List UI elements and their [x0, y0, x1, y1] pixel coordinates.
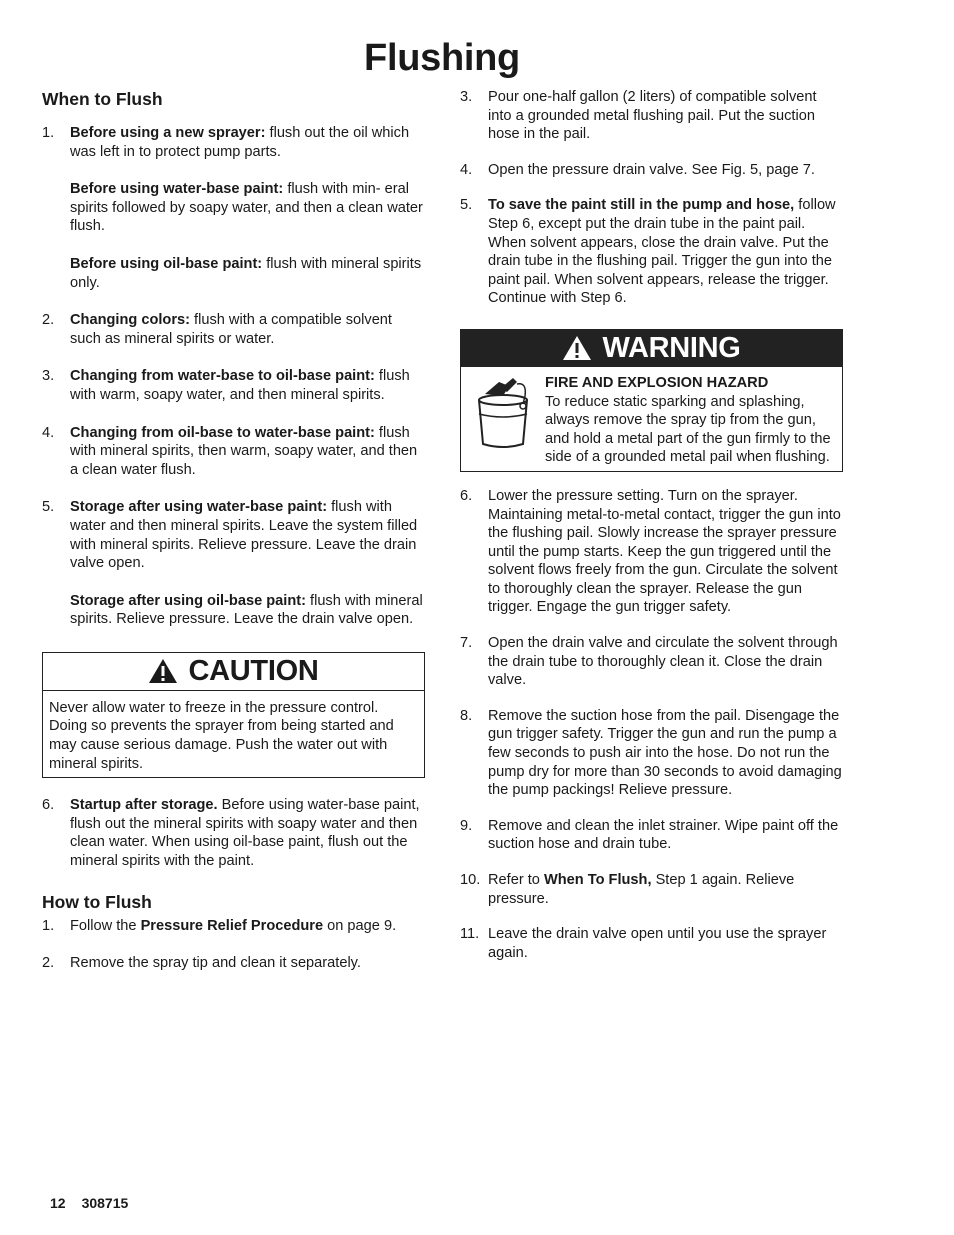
item-paragraph: Follow the Pressure Relief Procedure on page 9.	[70, 917, 397, 934]
item-paragraph: Changing colors: flush with a compatible solvent such as mineral spirits or water.	[70, 312, 392, 347]
item-paragraph: Remove and clean the inlet strainer. Wipe paint off the suction hose and drain tube.	[488, 817, 839, 853]
item-number: 4.	[42, 424, 55, 441]
how-step-10	[460, 871, 843, 908]
item-paragraph: Startup after storage. Before using water-base paint, flush out the mineral spirits with soapy water and then clean water. When using oil-base paint, flush out the mineral spirits with the paint.	[70, 797, 420, 870]
item-paragraph: Pour one-half gallon (2 liters) of compatible solvent into a grounded metal flushing pail. Put the suction hose in the pail.	[488, 89, 817, 143]
item-number: 9.	[460, 817, 473, 834]
left-column	[42, 88, 425, 973]
warning-title: WARNING	[602, 332, 741, 365]
when-item-3	[42, 367, 425, 404]
item-number: 11.	[460, 926, 480, 943]
item-number: 1.	[42, 125, 55, 141]
how-step-7	[460, 634, 843, 690]
item-paragraph: Open the pressure drain valve. See Fig. 5, page 7.	[488, 161, 815, 178]
how-step-2	[42, 954, 425, 973]
item-paragraph: Before using oil-base paint: flush with mineral spirits only.	[70, 255, 422, 291]
when-item-1	[42, 124, 425, 292]
caution-text: Never allow water to freeze in the pressure control. Doing so prevents the sprayer from being started and may cause serious damage. Push the water out with mineral spirits.	[49, 699, 394, 772]
how-step-4	[460, 161, 843, 180]
warning-text: To reduce static sparking and splashing, always remove the spray tip from the gun, and hold a metal part of the gun firmly to the side of a grounded metal pail when flushing.	[545, 393, 831, 466]
when-item-4	[42, 424, 425, 480]
item-paragraph: Storage after using water-base paint: flush with water and then mineral spirits. Leave the system filled with mineral spirits. Relieve pressure. Leave the drain valve open.	[70, 499, 418, 572]
item-paragraph: Before using a new sprayer: flush out the oil which was left in to protect pump parts.	[70, 125, 410, 160]
when-to-flush-heading: When to Flush	[42, 89, 163, 109]
item-number: 5.	[460, 197, 473, 214]
item-number: 1.	[42, 917, 55, 934]
right-column	[460, 88, 843, 962]
how-step-1	[42, 917, 425, 936]
item-paragraph: Leave the drain valve open until you use the sprayer again.	[488, 926, 827, 961]
item-number: 5.	[42, 499, 55, 516]
item-paragraph: Changing from oil-base to water-base paint: flush with mineral spirits, then warm, soapy water, and then a clean water flush.	[70, 424, 418, 478]
when-item-2	[42, 311, 425, 348]
item-number: 2.	[42, 955, 55, 972]
warning-header	[461, 330, 842, 367]
when-item-6	[42, 796, 425, 870]
how-step-8	[460, 707, 843, 800]
item-number: 3.	[42, 368, 55, 385]
item-paragraph: To save the paint still in the pump and hose, follow Step 6, except put the drain tube in the paint pail. When solvent appears, close the drain valve. Put the drain tube in the flushing pail. Trigger the gun into the paint pail. When solvent appears, release the trigger. Continue with Step 6.	[488, 197, 836, 307]
caution-title: CAUTION	[188, 655, 319, 688]
how-to-flush-heading: How to Flush	[42, 891, 152, 912]
page-number: 12	[50, 1195, 66, 1211]
spray-gun-pail-icon	[473, 374, 533, 452]
warning-triangle-icon	[148, 658, 178, 684]
how-step-11	[460, 925, 843, 962]
item-paragraph: Lower the pressure setting. Turn on the sprayer. Maintaining metal-to-metal contact, trigger the gun into the flushing pail. Slowly increase the sprayer pressure until the pump starts. Keep the gun triggered until the solvent flows freely from the gun. Circulate the solvent to thoroughly clean the sprayer. Release the gun trigger. Engage the gun trigger safety.	[488, 487, 841, 616]
caution-header	[43, 653, 424, 691]
item-number: 6.	[460, 487, 473, 504]
when-item-5	[42, 498, 425, 629]
item-number: 2.	[42, 312, 55, 329]
warning-triangle-icon	[562, 335, 592, 361]
page-title: Flushing	[364, 37, 520, 79]
warning-box	[460, 329, 843, 472]
hazard-title: FIRE AND EXPLOSION HAZARD	[545, 374, 769, 391]
item-number: 3.	[460, 89, 473, 105]
page-footer	[50, 1194, 128, 1213]
item-number: 8.	[460, 707, 473, 724]
item-paragraph: Remove the suction hose from the pail. Disengage the gun trigger safety. Trigger the gun and run the pump a few seconds to push air into the hose. Do not run the pump dry for more than 30 seconds to avoid damaging the pump packings! Relieve pressure.	[488, 707, 842, 799]
item-paragraph: Before using water-base paint: flush with min- eral spirits followed by soapy water, and then a clean water flush.	[70, 181, 423, 235]
how-step-3	[460, 88, 843, 144]
item-number: 4.	[460, 161, 473, 178]
how-step-6	[460, 487, 843, 617]
item-number: 10.	[460, 872, 481, 888]
item-paragraph: Storage after using oil-base paint: flush with mineral spirits. Relieve pressure. Leave the drain valve open.	[70, 592, 423, 628]
item-number: 7.	[460, 635, 473, 652]
item-paragraph: Open the drain valve and circulate the solvent through the drain tube to thoroughly clean it. Close the drain valve.	[488, 635, 838, 689]
document-number: 308715	[81, 1195, 129, 1211]
item-number: 6.	[42, 797, 55, 814]
item-paragraph: Refer to When To Flush, Step 1 again. Relieve pressure.	[488, 872, 795, 907]
warning-body	[461, 367, 842, 471]
caution-box	[42, 652, 425, 778]
how-step-9	[460, 817, 843, 854]
item-paragraph: Remove the spray tip and clean it separately.	[70, 955, 361, 972]
item-paragraph: Changing from water-base to oil-base paint: flush with warm, soapy water, and then mineral spirits.	[70, 368, 410, 403]
how-step-5	[460, 196, 843, 308]
